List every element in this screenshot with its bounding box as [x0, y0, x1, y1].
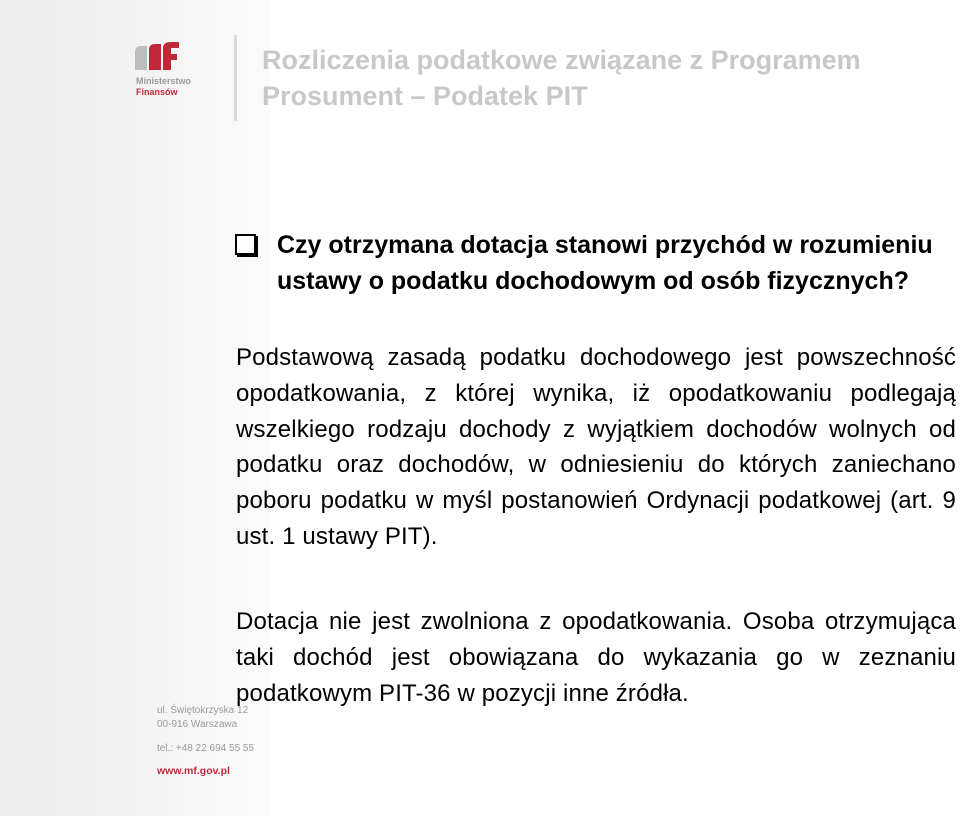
address-city: 00-916 Warszawa	[157, 719, 238, 730]
phone-number: tel.: +48 22 694 55 55	[157, 743, 255, 754]
ministry-name	[136, 76, 191, 98]
paragraph-1: Podstawową zasadą podatku dochodowego jest powszechność opodatkowania, z której wynika, iż opodatkowaniu podlegają wszelkiego rodzaju dochody z wyjątkiem dochodów wolnych od podatku oraz dochodów, w odniesieniu do których zaniechano poboru podatku w myśl postanowień Ordynacji podatkowej (art. 9 ust. 1 ustawy PIT).	[236, 344, 956, 550]
page-title: Rozliczenia podatkowe związane z Programem Prosument – Podatek PIT	[262, 45, 861, 111]
mf-logo-icon	[133, 40, 185, 76]
address-block	[157, 704, 254, 756]
header-divider	[234, 35, 237, 121]
paragraph-2: Dotacja nie jest zwolniona z opodatkowania. Osoba otrzymująca taki dochód jest obowiązana do wykazania go w zeznaniu podatkowym PIT-36 w pozycji inne źródła.	[236, 608, 956, 707]
address-street: ul. Świętokrzyska 12	[157, 705, 249, 716]
sidebar	[0, 0, 270, 816]
website-link[interactable]: www.mf.gov.pl	[157, 765, 230, 777]
question-bullet	[235, 227, 960, 299]
checkbox-icon	[235, 234, 256, 255]
question-text: Czy otrzymana dotacja stanowi przychód w rozumieniu ustawy o podatku dochodowym od osób fizycznych?	[277, 231, 933, 295]
logo-line1: Ministerstwo	[136, 76, 192, 86]
logo-line2: Finansów	[136, 87, 178, 97]
